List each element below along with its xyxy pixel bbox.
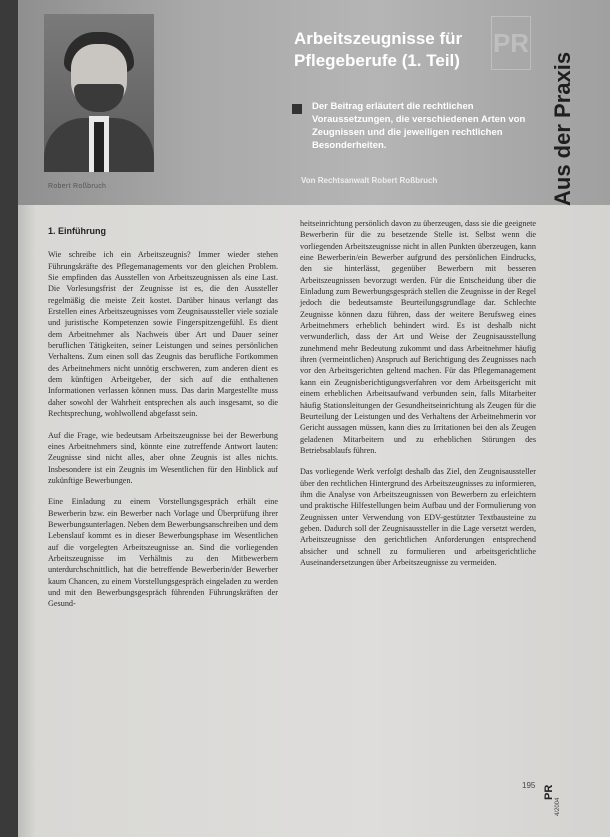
author-photo bbox=[44, 14, 154, 172]
issue-label: 4/2004 bbox=[555, 797, 561, 816]
paragraph: Wie schreibe ich ein Arbeitszeugnis? Immer wieder stehen Führungskräfte des Pflegemanagements vor den gleichen Problem. Sie empfinden das Ausstellen von Arbeitszeugnissen als eine Last. Die Vorlesungsfrist der Zeugnisse ist es, die den Aussteller regelmäßig die meiste Zeit kostet. Darüber hinaus verlangt das Erstellen eines Arbeitszeugnisses vom Zeugnisaussteller viele soziale und juristische Kompetenzen sowie Fingerspitzengefühl. Es dient dem Arbeitnehmer als Nachweis über Art und Dauer seiner beruflichen Tätigkeiten, seiner Leistungen und seines persönlichen Verhaltens. Zum einen soll das Zeugnis das berufliche Fortkommen des Arbeitnehmers nicht unnötig erschweren, zum anderen dient es dem künftigen Arbeitgeber, der sich auf die enthaltenen Informationen verlassen können muss. Das darin Margestellte muss daher sowohl der Wahrheit entsprechen als auch insgesamt, so die Rechtsprechung, wohlwollend abgefasst sein. bbox=[48, 250, 278, 419]
document-page bbox=[18, 0, 610, 837]
footer-journal-logo bbox=[543, 778, 563, 818]
right-column bbox=[300, 218, 536, 578]
title-line-2: Pflegeberufe (1. Teil) bbox=[294, 51, 460, 70]
article-title bbox=[294, 28, 544, 72]
paragraph: Das vorliegende Werk verfolgt deshalb das Ziel, den Zeugnisaussteller über den rechtlichen Hintergrund des Arbeitszeugnisses zu informieren, ihm die Analyse von Arbeitszeugnissen von Bewerbern zu erleichtern und praktische Hilfestellungen beim Aufbau und der Formulierung von Zeugnissen unter Verwendung von EDV-gestützter Textbausteine zu geben. Dadurch soll der Zeugnisaussteller in die Lage versetzt werden, Arbeitszeugnisse den gerichtlichen Anforderungen entsprechend absicher und schnell zu formulieren und arbeitsgerichtliche Auseinandersetzungen über Arbeitszeugnisse zu vermeiden. bbox=[300, 467, 536, 567]
paragraph: Eine Einladung zu einem Vorstellungsgespräch erhält eine Bewerberin bzw. ein Bewerber nach Vorlage und Überprüfung ihrer Bewerbungsunterlagen. Neben dem Bewerbungsanschreiben und dem Lebenslauf kommt es in dieser Bewerbungsphase im Wesentlichen auf die vorgelegten Arbeitszeugnisse an. Sind die vorliegenden Arbeitszeugnisse im Verhältnis zu den Mitbewerbern unterdurchschnittlich, hat die betreffende Bewerberin/der Bewerber kaum Chancen, zu einem Vorstellungsgespräch eingeladen zu werden und mit den Bewerbungsgespräch führenden Führungskräften der Gesund- bbox=[48, 497, 278, 609]
photo-caption: Robert Roßbruch bbox=[48, 183, 107, 190]
left-column bbox=[48, 226, 278, 620]
section-side-label: Aus der Praxis bbox=[550, 51, 575, 206]
author-line: Von Rechtsanwalt Robert Roßbruch bbox=[301, 176, 438, 185]
title-line-1: Arbeitszeugnisse für bbox=[294, 29, 463, 48]
bullet-square-icon bbox=[292, 104, 302, 114]
paragraph: Auf die Frage, wie bedeutsam Arbeitszeugnisse bei der Bewerbung eines Arbeitnehmers sind, könnte eine zutreffende Antwort lauten: Zeugnisse sind nicht alles, aber ohne Zeugnis ist alles nichts. Insbesondere ist ein Zeugnis im Wesentlichen für den Hinblick auf zukünftige Bewerbungen. bbox=[48, 430, 278, 485]
page-number: 195 bbox=[522, 781, 536, 790]
article-summary: Der Beitrag erläutert die rechtlichen Voraussetzungen, die verschiedenen Arten von Zeugnissen und die jeweiligen rechtlichen Besonderheiten. bbox=[312, 101, 526, 151]
section-heading: 1. Einführung bbox=[48, 226, 106, 236]
photo-beard bbox=[74, 84, 124, 112]
book-spine bbox=[0, 0, 18, 837]
journal-mark: PR bbox=[543, 784, 555, 800]
photo-tie bbox=[94, 122, 104, 172]
paragraph: heitseinrichtung persönlich davon zu überzeugen, dass sie die geeignete Bewerberin für die zu besetzende Stelle ist. Selbst wenn die vorliegenden Arbeitszeugnisse nicht in allen Punkten überzeugen, kann eine Bewerberin/ein Bewerber aufgrund des persönlichen Eindrucks, den sie hinterlässt, gegenüber Bewerbern mit besseren Arbeitszeugnissen bevorzugt werden. Für die Entscheidung über die Einladung zum Bewerbungsgespräch stellen die Zeugnisse in der Regel jedoch die bedeutsamste Beurteilungsgrundlage dar. Schlechte Zeugnisse können dazu führen, dass der weitere Berufsweg eines Arbeitnehmers erheblich behindert wird. Es ist deshalb nicht verwunderlich, dass der Art und Weise der Zeugnisausstellung zunehmend mehr Bedeutung zukommt und dass Arbeitnehmer häufig ihren (vermeintlichen) Anspruch auf Berichtigung des Zeugnisses nach vor den Arbeitsgerichten geltend machen. Für das Pflegemanagement kann ein Zeugnisberichtigungsverfahren vor dem Arbeitsgericht mit einem erheblichen Arbeitsaufwand verbunden sein, falls Mitarbeiter häufig Stationsleitungen der Gesundheitseinrichtung als Zeugen für die Beurteilung der Leistungen und des Verhaltens der Arbeitnehmerin vor Gericht aussagen müssen, kann dies zu Irritationen bei den als Zeugen geladenen Mitarbeitern und zu erheblichen Störungen des Betriebsablaufs führen. bbox=[300, 219, 536, 455]
journal-logo-watermark: PR bbox=[491, 16, 531, 70]
